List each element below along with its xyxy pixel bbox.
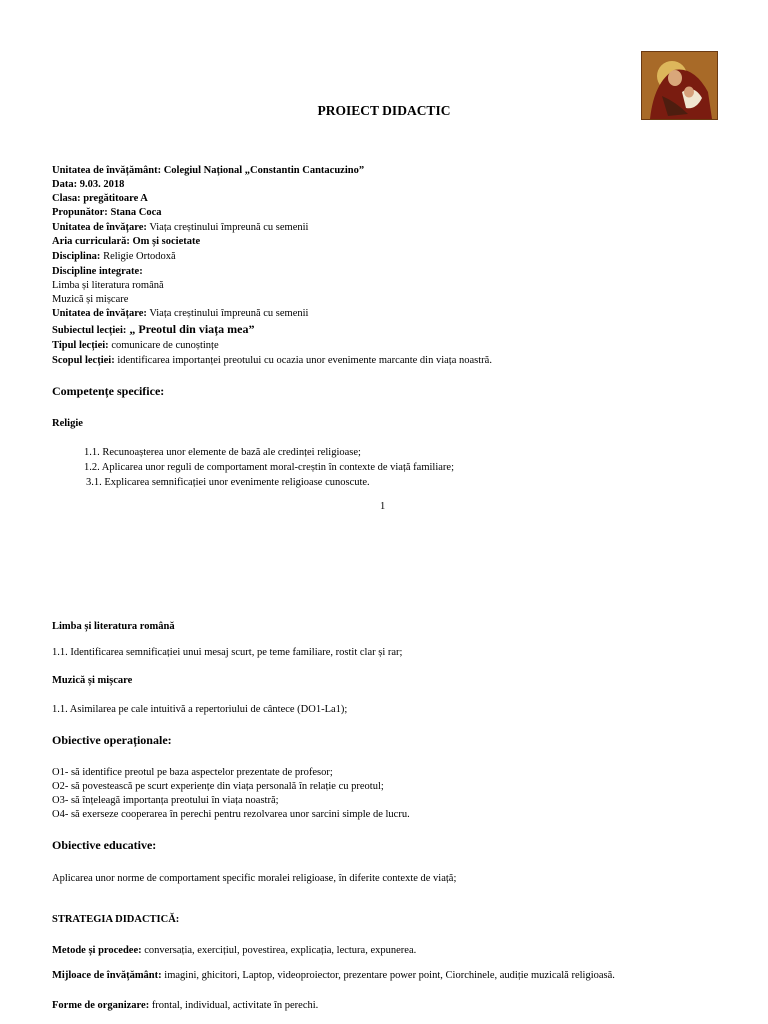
disciplina-label: Disciplina:: [52, 251, 101, 262]
forme-label: Forme de organizare:: [52, 1000, 150, 1011]
tipul-row: [52, 339, 219, 354]
aria-label: Aria curriculară:: [52, 236, 130, 247]
scopul-label: Scopul lecției:: [52, 355, 115, 366]
unitate-value: Colegiul Național „Constantin Cantacuzino”: [163, 165, 365, 176]
muzica-item: 1.1. Asimilarea pe cale intuitivă a repertoriului de cântece (DO1-La1);: [52, 704, 348, 715]
religie-item-3: 3.1. Explicarea semnificației unor evenimente religioase cunoscute.: [86, 477, 370, 488]
obiectiv-op-1: O1- să identifice preotul pe baza aspectelor prezentate de profesor;: [52, 767, 333, 778]
obiectiv-op-3: O3- să înțeleagă importanța preotului în viața noastră;: [52, 795, 279, 806]
tipul-value: comunicare de cunoștințe: [111, 340, 219, 351]
clasa-value: pregătitoare A: [83, 193, 148, 204]
unitate-invatare-label-2: Unitatea de învățare:: [52, 308, 147, 319]
aria-value: Om și societate: [132, 236, 201, 247]
scopul-row: [52, 354, 492, 369]
religie-item-1: 1.1. Recunoașterea unor elemente de bază ale credinței religioase;: [84, 447, 361, 458]
religie-heading: Religie: [52, 418, 83, 429]
disciplina-row: [52, 250, 176, 265]
clasa-row: [52, 192, 148, 207]
data-value: 9.03. 2018: [79, 179, 125, 190]
subiect-label: Subiectul lecției:: [52, 325, 127, 336]
mijloace-value: imagini, ghicitori, Laptop, videoproiector, prezentare power point, Ciorchinele, audiție muzicală religioasă.: [164, 970, 615, 981]
unitate-invatare-value: Viața creștinului împreună cu semenii: [149, 222, 309, 233]
mijloace-label: Mijloace de învățământ:: [52, 970, 162, 981]
forme-value: frontal, individual, activitate în perechi.: [151, 1000, 319, 1011]
metode-value: conversația, exercițiul, povestirea, explicația, lectura, expunerea.: [144, 945, 417, 956]
metode-row: [52, 944, 416, 959]
aria-row: [52, 235, 200, 250]
unitate-invatare-row-2: [52, 307, 308, 322]
unitate-invatare-row: [52, 221, 308, 236]
unitate-invatare-label: Unitatea de învățare:: [52, 222, 147, 233]
mijloace-row: [52, 969, 615, 984]
disciplina-value: Religie Ortodoxă: [103, 251, 176, 262]
propunator-value: Stana Coca: [110, 207, 162, 218]
unitate-row: [52, 164, 364, 179]
obiective-ed-heading: Obiective educative:: [52, 838, 157, 852]
page-title: PROIECT DIDACTIC: [317, 103, 451, 118]
clasa-label: Clasa:: [52, 193, 81, 204]
data-label: Data:: [52, 179, 78, 190]
muzica-heading: Muzică și mișcare: [52, 675, 133, 686]
integrate-item-1: Limba și literatura română: [52, 280, 164, 291]
subiect-row: [52, 322, 254, 339]
limba-item: 1.1. Identificarea semnificației unui mesaj scurt, pe teme familiare, rostit clar și rar;: [52, 647, 403, 658]
obiectiv-op-4: O4- să exerseze cooperarea în perechi pentru rezolvarea unor sarcini simple de lucru.: [52, 809, 410, 820]
obiective-ed-text: Aplicarea unor norme de comportament specific moralei religioase, în diferite contexte de viață;: [52, 873, 457, 884]
subiect-value: „ Preotul din viața mea”: [129, 322, 255, 336]
data-row: [52, 178, 124, 193]
strategia-heading: STRATEGIA DIDACTICĂ:: [52, 914, 180, 925]
propunator-row: [52, 206, 161, 221]
propunator-label: Propunător:: [52, 207, 108, 218]
obiective-op-heading: Obiective operaționale:: [52, 733, 172, 747]
competente-heading: Competențe specifice:: [52, 384, 165, 398]
metode-label: Metode și procedee:: [52, 945, 142, 956]
tipul-label: Tipul lecției:: [52, 340, 109, 351]
page-number: 1: [380, 501, 386, 512]
forme-row: [52, 999, 318, 1014]
obiectiv-op-2: O2- să povestească pe scurt experiențe din viața personală în relație cu preotul;: [52, 781, 384, 792]
religie-item-2: 1.2. Aplicarea unor reguli de comportament moral-creștin în contexte de viață familiare;: [84, 462, 454, 473]
scopul-value: identificarea importanței preotului cu ocazia unor evenimente marcante din viața noastră.: [117, 355, 492, 366]
integrate-label: Discipline integrate:: [52, 266, 143, 277]
integrate-item-2: Muzică și mișcare: [52, 294, 129, 305]
unitate-label: Unitatea de învățământ:: [52, 165, 162, 176]
limba-heading: Limba și literatura română: [52, 621, 175, 632]
unitate-invatare-value-2: Viața creștinului împreună cu semenii: [149, 308, 309, 319]
